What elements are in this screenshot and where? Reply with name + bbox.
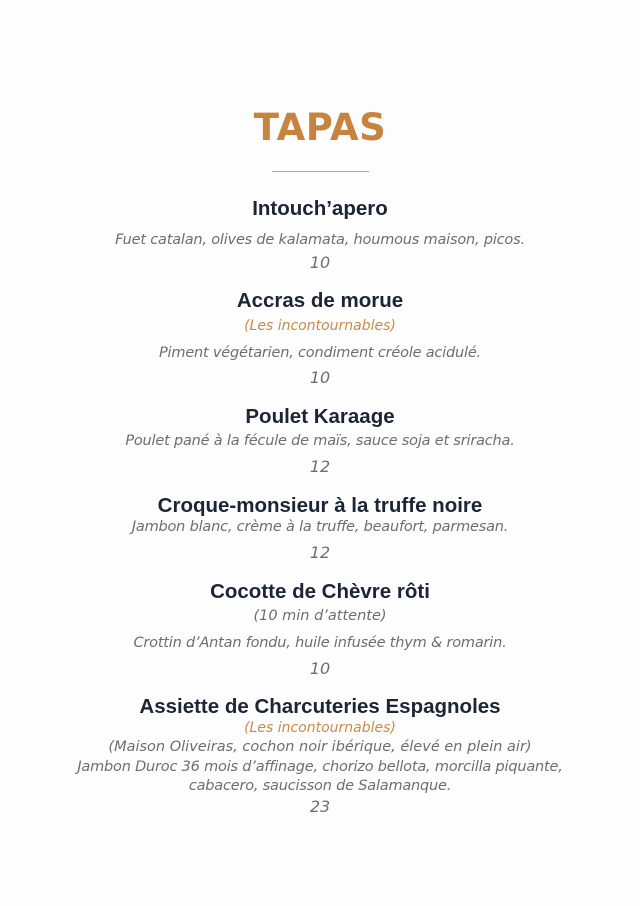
title-divider xyxy=(272,171,369,172)
item-price-assiette-charcuteries: 23 xyxy=(309,797,331,816)
section-title: TAPAS xyxy=(253,106,387,149)
item-note-cocotte-chevre: (10 min d’attente) xyxy=(253,608,387,624)
item-price-croque-monsieur: 12 xyxy=(309,543,331,562)
item-price-intouch-apero: 10 xyxy=(309,253,331,272)
item-description-accras-de-morue: Piment végétarien, condiment créole acidulé. xyxy=(159,345,481,361)
item-name-cocotte-chevre: Cocotte de Chèvre rôti xyxy=(210,580,430,603)
item-name-poulet-karaage: Poulet Karaage xyxy=(245,405,395,428)
item-description-cocotte-chevre: Crottin d’Antan fondu, huile infusée thym & romarin. xyxy=(133,635,507,651)
item-name-intouch-apero: Intouch’apero xyxy=(252,197,388,220)
item-tag-accras-de-morue: (Les incontournables) xyxy=(244,318,396,334)
item-description-croque-monsieur: Jambon blanc, crème à la truffe, beaufort, parmesan. xyxy=(131,519,509,535)
item-price-cocotte-chevre: 10 xyxy=(309,659,331,678)
item-tag-assiette-charcuteries: (Les incontournables) xyxy=(244,720,396,736)
item-description-line-1-assiette-charcuteries: Jambon Duroc 36 mois d’affinage, chorizo bellota, morcilla piquante, xyxy=(77,759,563,775)
item-note-assiette-charcuteries: (Maison Oliveiras, cochon noir ibérique, élevé en plein air) xyxy=(108,739,532,755)
item-name-accras-de-morue: Accras de morue xyxy=(236,289,404,312)
item-price-accras-de-morue: 10 xyxy=(309,368,331,387)
item-name-croque-monsieur: Croque-monsieur à la truffe noire xyxy=(157,494,483,517)
item-description-line-2-assiette-charcuteries: cabacero, saucisson de Salamanque. xyxy=(188,778,452,794)
item-price-poulet-karaage: 12 xyxy=(309,457,331,476)
item-description-poulet-karaage: Poulet pané à la fécule de maïs, sauce soja et sriracha. xyxy=(125,433,515,449)
item-description-intouch-apero: Fuet catalan, olives de kalamata, houmous maison, picos. xyxy=(115,232,525,248)
item-name-assiette-charcuteries: Assiette de Charcuteries Espagnoles xyxy=(139,695,501,718)
